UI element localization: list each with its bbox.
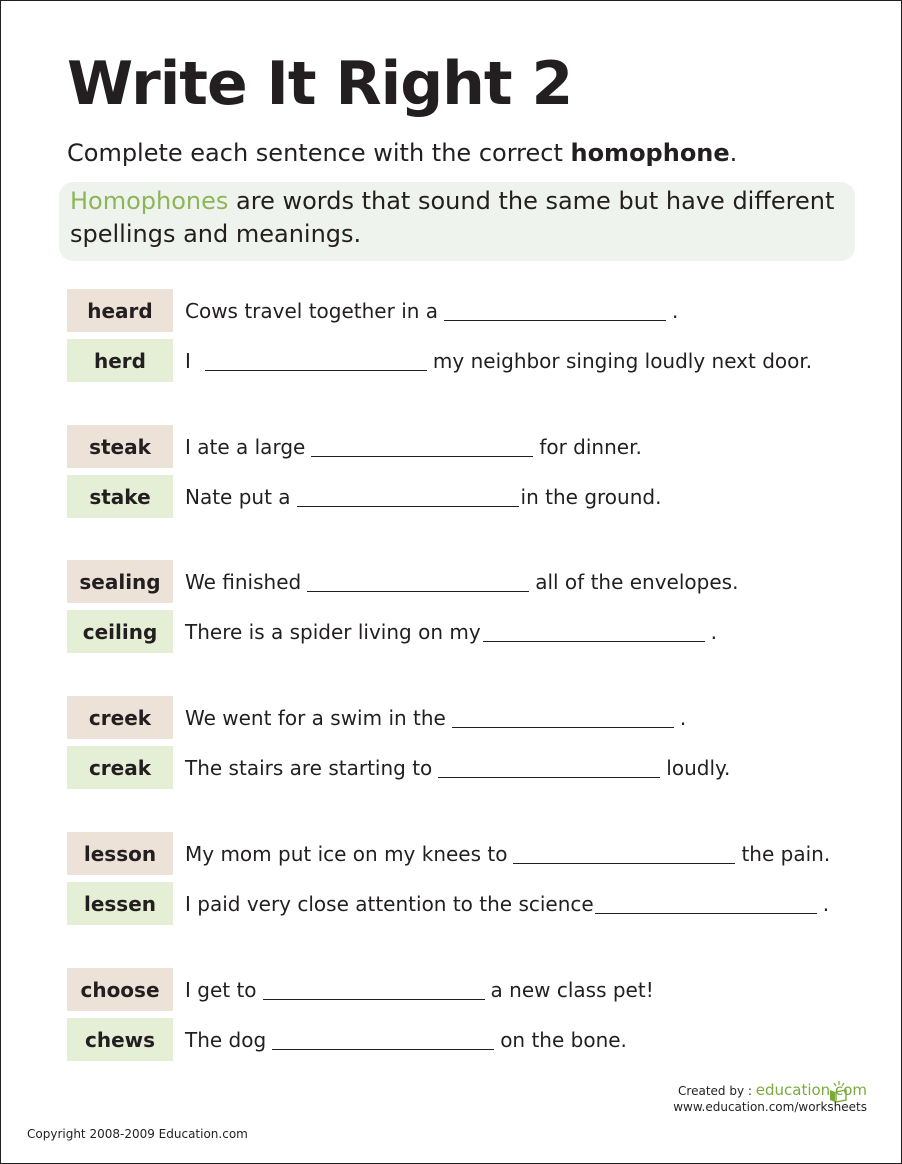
sentence	[185, 560, 738, 603]
word-box: lessen	[67, 882, 173, 925]
answer-blank[interactable]	[438, 776, 660, 778]
sentence	[185, 289, 678, 332]
sentence-start: My mom put ice on my knees to	[185, 841, 508, 866]
instructions-text: Complete each sentence with the correct	[67, 139, 571, 167]
definition-highlight: Homophones	[70, 187, 229, 215]
answer-blank[interactable]	[311, 455, 533, 457]
sentence-start: There is a spider living on my	[185, 619, 481, 644]
sentence-end: .	[710, 619, 718, 644]
word-box: creek	[67, 696, 173, 739]
sentence-end: for dinner.	[539, 434, 642, 459]
exercise-row	[67, 696, 857, 739]
instructions-period: .	[729, 139, 738, 167]
answer-blank[interactable]	[595, 912, 817, 914]
word-box: herd	[67, 339, 173, 382]
sentence	[185, 968, 654, 1011]
sentence	[185, 425, 642, 468]
answer-blank[interactable]	[307, 590, 529, 592]
definition-text	[70, 185, 850, 251]
answer-blank[interactable]	[272, 1048, 494, 1050]
sentence-start: Cows travel together in a	[185, 298, 439, 323]
word-box: steak	[67, 425, 173, 468]
definition-rest: are words that sound the same but have different spellings and meanings.	[70, 187, 835, 248]
answer-blank[interactable]	[452, 726, 674, 728]
word-box: creak	[67, 746, 173, 789]
sentence-end: in the ground.	[520, 484, 662, 509]
sentence-start: I get to	[185, 977, 257, 1002]
created-by	[673, 1081, 867, 1099]
sentence-end: .	[679, 705, 687, 730]
answer-blank[interactable]	[513, 862, 735, 864]
exercise-row	[67, 289, 857, 332]
exercise-row	[67, 610, 857, 653]
sentence	[185, 696, 686, 739]
sentence	[185, 339, 812, 382]
word-box: sealing	[67, 560, 173, 603]
brand-tld: .com	[830, 1081, 867, 1099]
sentence-start: We went for a swim in the	[185, 705, 446, 730]
exercise-row	[67, 425, 857, 468]
sentence	[185, 746, 730, 789]
sentence-start: I paid very close attention to the science	[185, 891, 594, 916]
sentence-start: Nate put a	[185, 484, 291, 509]
exercise-row	[67, 746, 857, 789]
answer-blank[interactable]	[205, 369, 427, 371]
brand-name: education	[755, 1081, 831, 1099]
exercise-row	[67, 832, 857, 875]
website-url[interactable]: www.education.com/worksheets	[673, 1100, 867, 1114]
word-box: chews	[67, 1018, 173, 1061]
brand-block	[673, 1081, 867, 1114]
created-by-label: Created by :	[678, 1084, 752, 1098]
sentence-end: my neighbor singing loudly next door.	[432, 348, 813, 373]
sentence-end: all of the envelopes.	[535, 569, 739, 594]
word-box: ceiling	[67, 610, 173, 653]
sentence	[185, 832, 830, 875]
sentence-start: The stairs are starting to	[185, 755, 433, 780]
copyright-notice: Copyright 2008-2009 Education.com	[27, 1127, 248, 1141]
sentence	[185, 610, 717, 653]
word-box: stake	[67, 475, 173, 518]
exercise-row	[67, 968, 857, 1011]
sentence-end: .	[672, 298, 679, 323]
sentence	[185, 1018, 627, 1061]
sentence-start: I ate a large	[185, 434, 306, 459]
answer-blank[interactable]	[483, 640, 705, 642]
page-title: Write It Right 2	[67, 49, 573, 119]
answer-blank[interactable]	[444, 319, 666, 321]
answer-blank[interactable]	[263, 998, 485, 1000]
sentence-end: loudly.	[666, 755, 731, 780]
instructions-bold: homophone	[570, 139, 730, 167]
exercise-row	[67, 1018, 857, 1061]
sentence-start: We finished	[185, 569, 302, 594]
answer-blank[interactable]	[297, 505, 519, 507]
exercise-row	[67, 560, 857, 603]
instructions	[67, 139, 737, 167]
sentence	[185, 475, 661, 518]
word-box: choose	[67, 968, 173, 1011]
sentence	[185, 882, 829, 925]
sentence-start: The dog	[185, 1027, 267, 1052]
sentence-end: a new class pet!	[490, 977, 654, 1002]
sentence-end: .	[822, 891, 830, 916]
exercise-row	[67, 339, 857, 382]
sentence-end: the pain.	[741, 841, 831, 866]
exercise-row	[67, 882, 857, 925]
sentence-start: I	[185, 348, 191, 373]
exercise-row	[67, 475, 857, 518]
word-box: heard	[67, 289, 173, 332]
sentence-end: on the bone.	[500, 1027, 627, 1052]
word-box: lesson	[67, 832, 173, 875]
